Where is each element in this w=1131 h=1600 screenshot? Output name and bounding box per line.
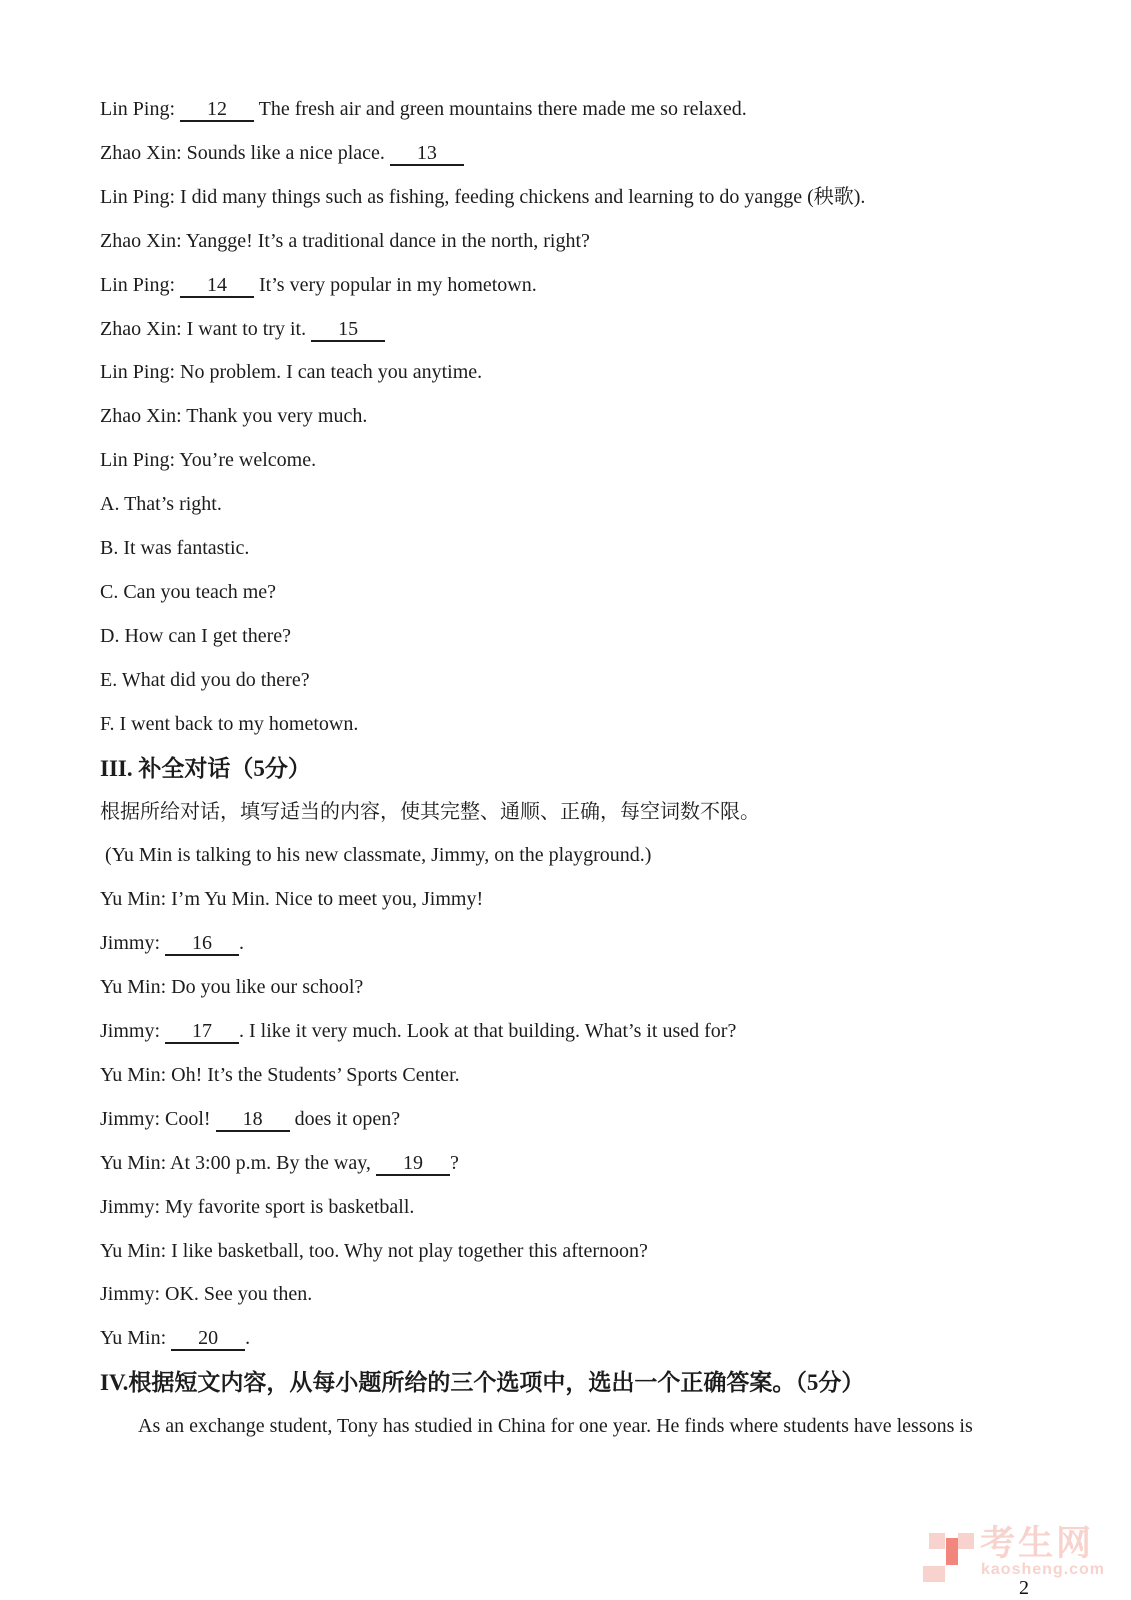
text-line: Lin Ping: 14 It’s very popular in my hometown. <box>100 273 537 296</box>
kaosheng-logo-icon <box>923 1531 977 1583</box>
text-line: Lin Ping: You’re welcome. <box>100 449 317 472</box>
logo-block <box>958 1533 974 1549</box>
text-line: Jimmy: My favorite sport is basketball. <box>100 1195 415 1218</box>
text-line: Zhao Xin: Sounds like a nice place. 13 <box>100 132 1090 176</box>
text-line: (Yu Min is talking to his new classmate, Jimmy, on the playground.) <box>100 844 652 867</box>
fill-in-blank: 13 <box>390 142 464 166</box>
logo-block <box>923 1566 945 1582</box>
text-line: Yu Min: Do you like our school? <box>100 976 364 999</box>
text-line: Lin Ping: No problem. I can teach you anytime. <box>100 361 483 384</box>
page-number: 2 <box>1019 1577 1029 1599</box>
logo-block <box>929 1533 945 1549</box>
text-line: Lin Ping: 12 The fresh air and green mountains there made me so relaxed. <box>100 98 747 120</box>
watermark-site-name: 考生网 <box>980 1524 1095 1563</box>
text-line: Yu Min: I like basketball, too. Why not play together this afternoon? <box>100 1239 648 1262</box>
text-line: Zhao Xin: I want to try it. 15 <box>100 308 1090 352</box>
fill-in-blank: 14 <box>180 274 254 298</box>
text-line: E. What did you do there? <box>100 668 310 691</box>
section-heading: III. 补全对话（5分） <box>100 755 311 781</box>
watermark-site-domain: kaosheng.com <box>981 1561 1106 1578</box>
text-line: Zhao Xin: Yangge! It’s a traditional dance in the north, right? <box>100 229 590 252</box>
fill-in-blank: 18 <box>216 1108 290 1132</box>
exam-page-content <box>100 88 1090 1449</box>
text-line: Zhao Xin: Thank you very much. <box>100 405 368 428</box>
text-line: B. It was fantastic. <box>100 537 250 560</box>
text-line: C. Can you teach me? <box>100 580 277 603</box>
fill-in-blank: 19 <box>376 1152 450 1176</box>
text-line: Jimmy: 17 . I like it very much. Look at that building. What’s it used for? <box>100 1020 737 1043</box>
text-line: D. How can I get there? <box>100 624 292 647</box>
fill-in-blank: 12 <box>180 98 254 122</box>
text-line: Lin Ping: I did many things such as fishing, feeding chickens and learning to do yangge (秧歌). <box>100 185 866 208</box>
fill-in-blank: 20 <box>171 1327 245 1351</box>
text-line: Jimmy: Cool! 18 does it open? <box>100 1107 401 1130</box>
text-line: Yu Min: Oh! It’s the Students’ Sports Center. <box>100 1063 460 1086</box>
text-line: Jimmy: 16 . <box>100 932 245 955</box>
text-line: 根据所给对话，填写适当的内容，使其完整、通顺、正确，每空词数不限。 <box>100 800 760 823</box>
logo-block <box>946 1538 958 1565</box>
text-line: Yu Min: I’m Yu Min. Nice to meet you, Jimmy! <box>100 888 484 911</box>
section-heading: IV.根据短文内容，从每小题所给的三个选项中，选出一个正确答案。（5分） <box>100 1370 865 1396</box>
text-line: Yu Min: 20 . <box>100 1327 251 1350</box>
fill-in-blank: 15 <box>311 318 385 342</box>
text-line: F. I went back to my hometown. <box>100 712 359 735</box>
text-line: A. That’s right. <box>100 493 222 516</box>
fill-in-blank: 17 <box>165 1020 239 1044</box>
kaosheng-watermark <box>913 1524 1113 1600</box>
text-line: Yu Min: At 3:00 p.m. By the way, 19 ? <box>100 1151 459 1174</box>
fill-in-blank: 16 <box>165 932 239 956</box>
text-line: As an exchange student, Tony has studied in China for one year. He finds where students have lessons is <box>138 1415 973 1438</box>
text-line: Jimmy: OK. See you then. <box>100 1283 313 1306</box>
